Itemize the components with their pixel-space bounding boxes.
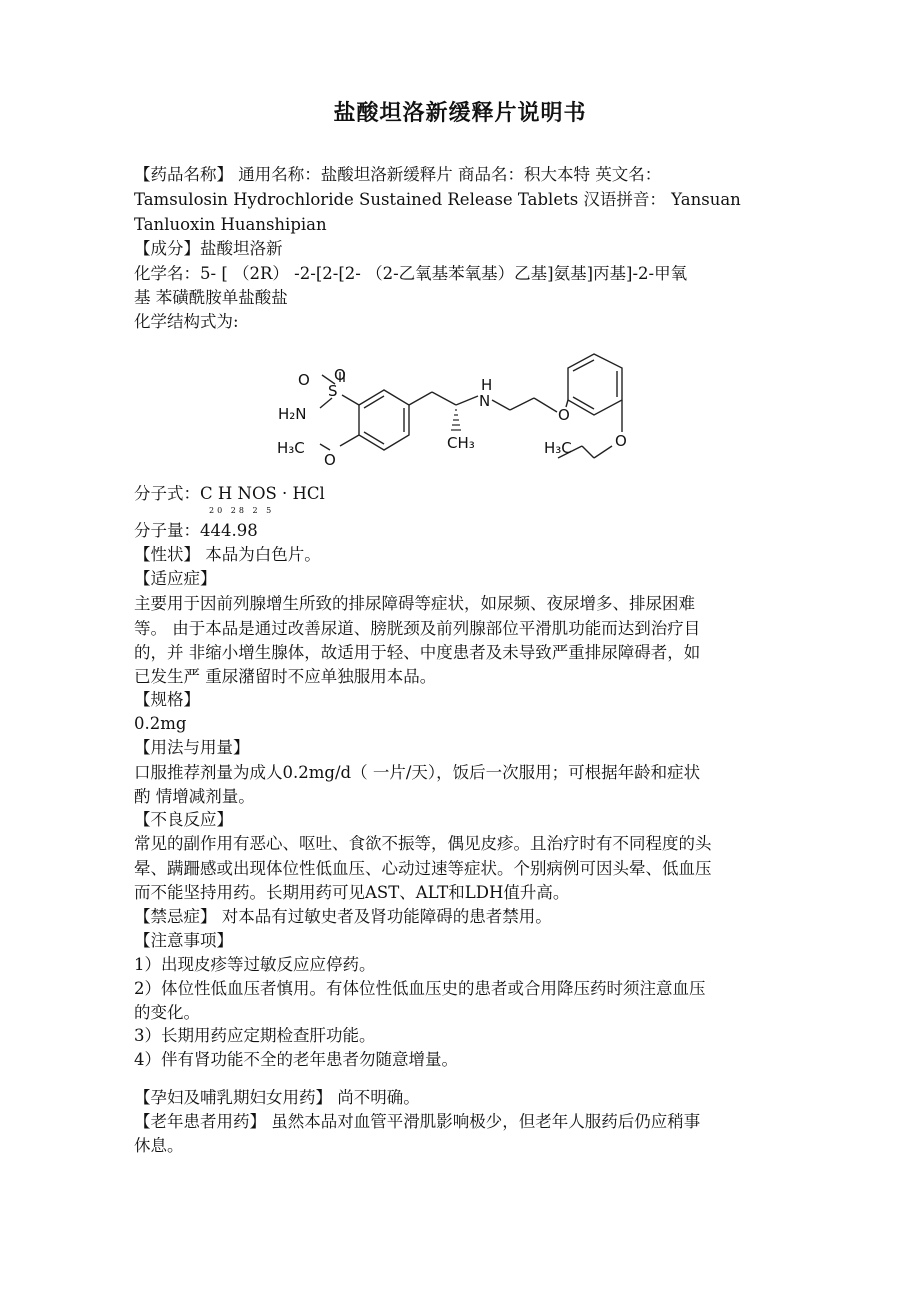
elderly-use-line-1: 【老年患者用药】 虽然本品对血管平滑肌影响极少，但老年人服药后仍应稍事 [134,1112,701,1131]
drug-name-line-2: Tamsulosin Hydrochloride Sustained Release Tablets 汉语拼音： Yansuan [134,190,741,209]
precaution-item-2: 2）体位性低血压者慎用。有体位性低血压史的患者或合用降压药时须注意血压 [134,979,706,998]
formula-subscripts: 20 28 2 5 [209,506,275,515]
atom-h3c-left: H₃C [277,439,305,457]
usage-line-2: 酌 情增减剂量。 [134,787,255,806]
pregnancy-use: 【孕妇及哺乳期妇女用药】 尚不明确。 [134,1088,420,1107]
contraindication: 【禁忌症】 对本品有过敏史者及肾功能障碍的患者禁用。 [134,907,552,926]
precaution-item-1: 1）出现皮疹等过敏反应应停药。 [134,955,376,974]
precaution-item-4: 4）伴有肾功能不全的老年患者勿随意增量。 [134,1050,458,1069]
chemical-name-line-1: 化学名：5- [ （2R） -2-[2-[2- （2-乙氧基苯氧基）乙基]氨基]丙基]-2-甲氧 [134,264,688,283]
adverse-heading: 【不良反应】 [134,810,233,829]
atom-o-ether: O [558,406,570,424]
chemical-name-line-2: 基 苯磺酰胺单盐酸盐 [134,288,288,307]
appearance: 【性状】 本品为白色片。 [134,545,321,564]
chemical-structure-diagram [272,340,662,470]
atom-o-top-left: O [298,371,310,389]
drug-name-line-1: 【药品名称】 通用名称：盐酸坦洛新缓释片 商品名：积大本特 英文名： [134,165,662,184]
atom-s: S [328,382,338,400]
atom-ch3: CH₃ [447,434,475,452]
adverse-line-3: 而不能坚持用药。长期用药可见AST、ALT和LDH值升高。 [134,883,570,902]
indication-line-4: 已发生严 重尿潴留时不应单独服用本品。 [134,667,437,686]
document-title: 盐酸坦洛新缓释片说明书 [333,101,587,126]
spec-heading: 【规格】 [134,690,200,709]
indication-heading: 【适应症】 [134,569,217,588]
atom-h: H [481,376,493,394]
composition: 【成分】盐酸坦洛新 [134,239,283,258]
usage-heading: 【用法与用量】 [134,738,250,757]
atom-o-ethoxy: O [615,432,627,450]
atom-n: N [479,392,491,410]
elderly-use-line-2: 休息。 [134,1136,184,1155]
indication-line-1: 主要用于因前列腺增生所致的排尿障碍等症状，如尿频、夜尿增多、排尿困难 [134,594,695,613]
atom-h3c-right: H₃C [544,439,572,457]
precautions-heading: 【注意事项】 [134,931,233,950]
atom-o-methoxy: O [324,451,336,469]
spec: 0.2mg [134,714,187,733]
molecular-weight: 分子量：444.98 [134,521,258,540]
drug-name-line-3: Tanluoxin Huanshipian [134,215,327,234]
adverse-line-2: 晕、蹒跚感或出现体位性低血压、心动过速等症状。个别病例可因头晕、低血压 [134,859,712,878]
atom-nh2: H₂N [278,405,307,423]
indication-line-3: 的，并 非缩小增生腺体，故适用于轻、中度患者及未导致严重排尿障碍者，如 [134,643,701,662]
adverse-line-1: 常见的副作用有恶心、呕吐、食欲不振等，偶见皮疹。且治疗时有不同程度的头 [134,834,712,853]
indication-line-2: 等。 由于本品是通过改善尿道、膀胱颈及前列腺部位平滑肌功能而达到治疗目 [134,619,701,638]
atom-o-top: O [334,366,346,384]
molecular-formula: 分子式：C H NOS · HCl [134,484,325,503]
structure-label: 化学结构式为: [134,312,239,331]
precaution-item-2-cont: 的变化。 [134,1003,200,1022]
usage-line-1: 口服推荐剂量为成人0.2mg/d（ 一片/天），饭后一次服用；可根据年龄和症状 [134,763,701,782]
precaution-item-3: 3）长期用药应定期检查肝功能。 [134,1026,376,1045]
